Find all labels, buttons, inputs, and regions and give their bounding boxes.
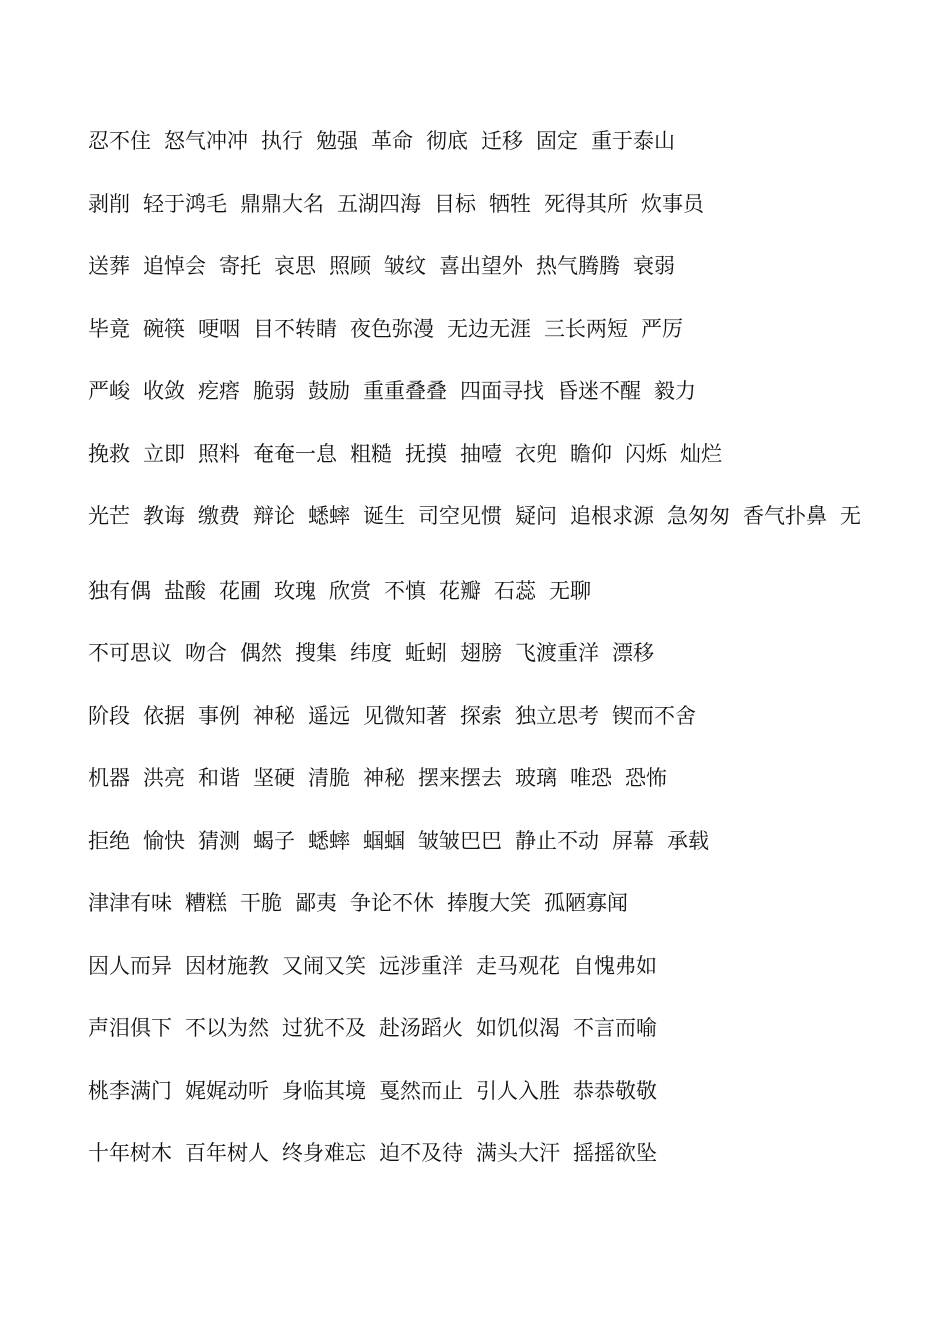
vocab-word: 独立思考 bbox=[515, 704, 599, 728]
vocab-word: 哽咽 bbox=[198, 317, 240, 341]
vocab-word: 重重叠叠 bbox=[363, 379, 447, 403]
vocab-word: 固定 bbox=[536, 129, 578, 153]
vocab-word: 目标 bbox=[434, 192, 476, 216]
vocab-word: 神秘 bbox=[363, 766, 405, 790]
vocab-word: 五湖四海 bbox=[337, 192, 421, 216]
vocab-word: 抚摸 bbox=[405, 442, 447, 466]
vocab-word: 娓娓动听 bbox=[185, 1079, 269, 1103]
vocab-word: 奄奄一息 bbox=[253, 442, 337, 466]
vocab-word: 严峻 bbox=[88, 379, 130, 403]
vocab-word: 终身难忘 bbox=[282, 1141, 366, 1165]
vocab-word: 承载 bbox=[667, 829, 709, 853]
vocab-word: 瞻仰 bbox=[570, 442, 612, 466]
vocab-line bbox=[88, 576, 938, 606]
vocab-word: 热气腾腾 bbox=[536, 254, 620, 278]
vocab-word: 赴汤蹈火 bbox=[379, 1016, 463, 1040]
vocab-word: 鄙夷 bbox=[295, 891, 337, 915]
vocab-word: 抽噎 bbox=[460, 442, 502, 466]
vocab-line bbox=[88, 638, 938, 668]
vocab-word: 喜出望外 bbox=[439, 254, 523, 278]
vocab-word: 皱皱巴巴 bbox=[418, 829, 502, 853]
vocab-word: 鼎鼎大名 bbox=[240, 192, 324, 216]
vocab-line bbox=[88, 126, 938, 156]
vocab-line bbox=[88, 701, 938, 731]
vocab-word: 远涉重洋 bbox=[379, 954, 463, 978]
vocab-word: 洪亮 bbox=[143, 766, 185, 790]
vocab-line bbox=[88, 501, 938, 531]
vocab-line bbox=[88, 951, 938, 981]
vocab-word: 孤陋寡闻 bbox=[544, 891, 628, 915]
vocab-word: 无边无涯 bbox=[447, 317, 531, 341]
vocab-word: 恭恭敬敬 bbox=[573, 1079, 657, 1103]
vocab-word: 声泪俱下 bbox=[88, 1016, 172, 1040]
vocab-word: 灿烂 bbox=[680, 442, 722, 466]
vocab-word: 独有偶 bbox=[88, 579, 151, 603]
vocab-word: 吻合 bbox=[185, 641, 227, 665]
vocab-word: 无 bbox=[840, 504, 861, 528]
vocab-word: 疑问 bbox=[515, 504, 557, 528]
vocab-word: 锲而不舍 bbox=[612, 704, 696, 728]
vocab-word: 过犹不及 bbox=[282, 1016, 366, 1040]
vocab-word: 拒绝 bbox=[88, 829, 130, 853]
vocab-word: 阶段 bbox=[88, 704, 130, 728]
vocab-word: 夜色弥漫 bbox=[350, 317, 434, 341]
vocab-word: 追根求源 bbox=[570, 504, 654, 528]
vocab-word: 勉强 bbox=[316, 129, 358, 153]
vocab-word: 毅力 bbox=[654, 379, 696, 403]
vocab-word: 津津有味 bbox=[88, 891, 172, 915]
vocab-word: 探索 bbox=[460, 704, 502, 728]
vocab-word: 照料 bbox=[198, 442, 240, 466]
vocab-word: 衣兜 bbox=[515, 442, 557, 466]
vocab-line bbox=[88, 1076, 938, 1106]
vocab-word: 鼓励 bbox=[308, 379, 350, 403]
vocab-word: 桃李满门 bbox=[88, 1079, 172, 1103]
vocab-word: 偶然 bbox=[240, 641, 282, 665]
vocab-word: 事例 bbox=[198, 704, 240, 728]
vocab-word: 遥远 bbox=[308, 704, 350, 728]
vocab-line bbox=[88, 888, 938, 918]
vocab-word: 辩论 bbox=[253, 504, 295, 528]
vocab-word: 唯恐 bbox=[570, 766, 612, 790]
vocab-word: 清脆 bbox=[308, 766, 350, 790]
vocab-word: 轻于鸿毛 bbox=[143, 192, 227, 216]
vocab-word: 玻璃 bbox=[515, 766, 557, 790]
vocab-word: 和谐 bbox=[198, 766, 240, 790]
vocab-word: 盐酸 bbox=[164, 579, 206, 603]
vocab-word: 石蕊 bbox=[494, 579, 536, 603]
vocab-word: 送葬 bbox=[88, 254, 130, 278]
vocab-word: 又闹又笑 bbox=[282, 954, 366, 978]
vocab-word: 寄托 bbox=[219, 254, 261, 278]
vocab-word: 彻底 bbox=[426, 129, 468, 153]
vocab-word: 戛然而止 bbox=[379, 1079, 463, 1103]
vocab-word: 脆弱 bbox=[253, 379, 295, 403]
vocab-word: 猜测 bbox=[198, 829, 240, 853]
vocab-line bbox=[88, 826, 938, 856]
vocab-word: 搜集 bbox=[295, 641, 337, 665]
vocab-word: 摇摇欲坠 bbox=[573, 1141, 657, 1165]
vocab-word: 不可思议 bbox=[88, 641, 172, 665]
vocab-line bbox=[88, 251, 938, 281]
vocab-word: 教诲 bbox=[143, 504, 185, 528]
vocab-word: 迁移 bbox=[481, 129, 523, 153]
vocab-word: 三长两短 bbox=[544, 317, 628, 341]
vocab-word: 不以为然 bbox=[185, 1016, 269, 1040]
vocab-word: 蚯蚓 bbox=[405, 641, 447, 665]
vocab-word: 翅膀 bbox=[460, 641, 502, 665]
vocab-line bbox=[88, 1138, 938, 1168]
vocab-word: 机器 bbox=[88, 766, 130, 790]
vocab-word: 不言而喻 bbox=[573, 1016, 657, 1040]
vocab-line bbox=[88, 189, 938, 219]
vocab-word: 摆来摆去 bbox=[418, 766, 502, 790]
vocab-word: 司空见惯 bbox=[418, 504, 502, 528]
vocab-word: 如饥似渴 bbox=[476, 1016, 560, 1040]
vocab-word: 见微知著 bbox=[363, 704, 447, 728]
vocab-word: 花瓣 bbox=[439, 579, 481, 603]
vocab-word: 毕竟 bbox=[88, 317, 130, 341]
vocab-word: 玫瑰 bbox=[274, 579, 316, 603]
vocab-word: 哀思 bbox=[274, 254, 316, 278]
vocab-word: 争论不休 bbox=[350, 891, 434, 915]
vocab-line bbox=[88, 763, 938, 793]
vocab-word: 走马观花 bbox=[476, 954, 560, 978]
vocab-word: 不慎 bbox=[384, 579, 426, 603]
vocab-word: 因人而异 bbox=[88, 954, 172, 978]
vocab-word: 引人入胜 bbox=[476, 1079, 560, 1103]
vocab-word: 漂移 bbox=[612, 641, 654, 665]
vocab-line bbox=[88, 1013, 938, 1043]
vocab-word: 百年树人 bbox=[185, 1141, 269, 1165]
vocab-word: 飞渡重洋 bbox=[515, 641, 599, 665]
vocab-word: 十年树木 bbox=[88, 1141, 172, 1165]
vocab-word: 无聊 bbox=[549, 579, 591, 603]
vocab-word: 牺牲 bbox=[489, 192, 531, 216]
vocab-word: 依据 bbox=[143, 704, 185, 728]
vocab-word: 愉快 bbox=[143, 829, 185, 853]
vocab-word: 满头大汗 bbox=[476, 1141, 560, 1165]
vocab-line bbox=[88, 314, 938, 344]
vocab-word: 因材施教 bbox=[185, 954, 269, 978]
vocab-word: 执行 bbox=[261, 129, 303, 153]
vocab-word: 疙瘩 bbox=[198, 379, 240, 403]
vocab-word: 忍不住 bbox=[88, 129, 151, 153]
vocab-word: 糟糕 bbox=[185, 891, 227, 915]
vocab-word: 碗筷 bbox=[143, 317, 185, 341]
vocab-word: 静止不动 bbox=[515, 829, 599, 853]
vocab-word: 蝈蝈 bbox=[363, 829, 405, 853]
vocab-word: 身临其境 bbox=[282, 1079, 366, 1103]
vocab-word: 屏幕 bbox=[612, 829, 654, 853]
vocab-word: 诞生 bbox=[363, 504, 405, 528]
vocab-word: 收敛 bbox=[143, 379, 185, 403]
vocab-word: 照顾 bbox=[329, 254, 371, 278]
vocab-word: 香气扑鼻 bbox=[743, 504, 827, 528]
vocab-word: 重于泰山 bbox=[591, 129, 675, 153]
vocab-word: 干脆 bbox=[240, 891, 282, 915]
vocab-word: 蟋蟀 bbox=[308, 504, 350, 528]
vocab-word: 闪烁 bbox=[625, 442, 667, 466]
vocab-word: 革命 bbox=[371, 129, 413, 153]
vocab-word: 挽救 bbox=[88, 442, 130, 466]
vocab-word: 目不转睛 bbox=[253, 317, 337, 341]
vocab-word: 剥削 bbox=[88, 192, 130, 216]
vocab-word: 立即 bbox=[143, 442, 185, 466]
vocab-word: 缴费 bbox=[198, 504, 240, 528]
vocab-word: 急匆匆 bbox=[667, 504, 730, 528]
vocab-word: 死得其所 bbox=[544, 192, 628, 216]
vocab-word: 严厉 bbox=[641, 317, 683, 341]
vocab-word: 蝎子 bbox=[253, 829, 295, 853]
vocab-word: 光芒 bbox=[88, 504, 130, 528]
vocab-word: 追悼会 bbox=[143, 254, 206, 278]
vocab-word: 恐怖 bbox=[625, 766, 667, 790]
vocab-word: 迫不及待 bbox=[379, 1141, 463, 1165]
vocab-line bbox=[88, 439, 938, 469]
vocab-word: 蟋蟀 bbox=[308, 829, 350, 853]
vocab-word: 纬度 bbox=[350, 641, 392, 665]
vocab-word: 花圃 bbox=[219, 579, 261, 603]
vocab-word: 神秘 bbox=[253, 704, 295, 728]
vocab-word: 昏迷不醒 bbox=[557, 379, 641, 403]
vocab-word: 皱纹 bbox=[384, 254, 426, 278]
vocab-word: 四面寻找 bbox=[460, 379, 544, 403]
vocab-word: 炊事员 bbox=[641, 192, 704, 216]
vocab-word: 怒气冲冲 bbox=[164, 129, 248, 153]
vocab-word: 捧腹大笑 bbox=[447, 891, 531, 915]
vocab-word: 欣赏 bbox=[329, 579, 371, 603]
vocab-word: 坚硬 bbox=[253, 766, 295, 790]
vocab-word: 自愧弗如 bbox=[573, 954, 657, 978]
vocab-word: 衰弱 bbox=[633, 254, 675, 278]
vocab-line bbox=[88, 376, 938, 406]
vocab-word: 粗糙 bbox=[350, 442, 392, 466]
